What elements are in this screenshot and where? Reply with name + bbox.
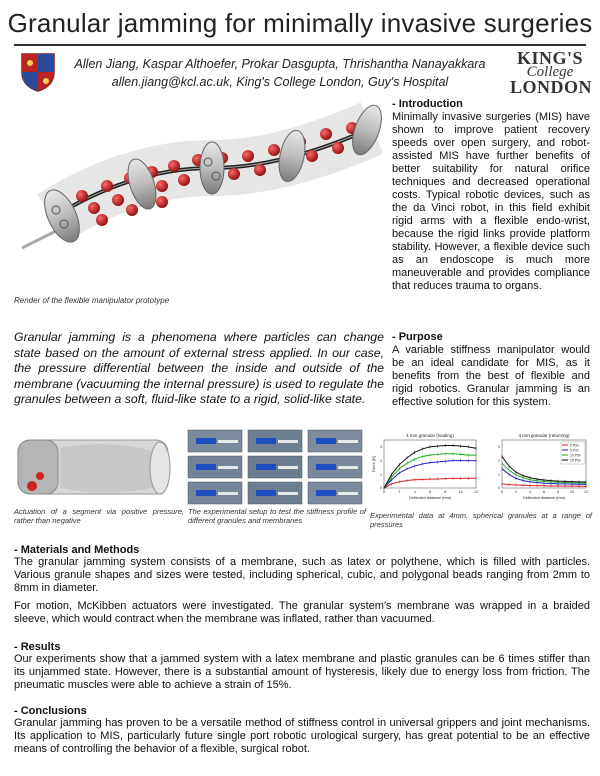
- x-tick-label: 10: [458, 490, 463, 494]
- chart-ylabel: Force (N): [372, 455, 376, 473]
- purpose-heading: - Purpose: [392, 331, 443, 343]
- poster-title: Granular jamming for minimally invasive surgeries: [7, 8, 593, 38]
- x-tick-label: 12: [584, 490, 588, 494]
- chart-title: 4 mm granular (loading): [406, 433, 454, 438]
- materials-paragraph-1: The granular jamming system consists of a membrane, such as latex or polythene, which is filled with particles. Various granule shapes and sizes were tested, including spherical, cubic, and polygonal beads ranging from 2mm to 8mm in diameter.: [14, 556, 590, 594]
- y-tick-label: 3: [380, 445, 382, 450]
- title-divider: [14, 44, 586, 46]
- chart-xlabel: Deflection distance (mm): [409, 496, 451, 500]
- y-tick-label: 1: [380, 472, 382, 477]
- manipulator-render-image: [12, 98, 382, 294]
- x-tick-label: 12: [474, 490, 478, 494]
- y-tick-label: 0: [380, 486, 382, 491]
- legend-label: 5 PSI: [570, 448, 579, 453]
- loading-chart: [372, 433, 478, 500]
- actuation-segment-image: [10, 428, 182, 506]
- affiliation: allen.jiang@kcl.ac.uk, King's College London, Guy's Hospital: [111, 75, 449, 89]
- x-tick-label: 10: [570, 490, 574, 494]
- x-tick-label: 4: [529, 490, 531, 494]
- summary-paragraph: Granular jamming is a phenomena where particles can change state based on the amount of external stress applied. In our case, the pressure differential between the inside and outside of the membrane (vacuuming the internal pressure) is used to regulate the granules between a soft, fluid-like state to a rigid, solid-like state.: [14, 330, 384, 406]
- legend-label: 0 PSI: [570, 443, 579, 448]
- purpose-text: A variable stiffness manipulator would be an ideal candidate for MIS, as it benefits from the best of flexible and rigid robotics. Granular jamming is an effective solution for this system.: [392, 344, 590, 408]
- materials-paragraph-2: For motion, McKibben actuators were investigated. The granular system's membrane was wrapped in a braided sleeve, which would contract when the membrane was inflated, rather than vacuumed.: [14, 600, 590, 625]
- logo-line-3: LONDON: [510, 77, 593, 97]
- x-tick-label: 2: [398, 490, 401, 494]
- materials-heading: - Materials and Methods: [14, 544, 140, 556]
- x-tick-label: 8: [557, 490, 559, 494]
- figure-1-caption: Actuation of a segment via positive pressure, rather than negative: [14, 507, 184, 525]
- figure-2-caption: The experimental setup to test the stiffness profile of different granules and membranes: [188, 507, 366, 525]
- chart-title: 4 mm granular (returning): [518, 433, 570, 438]
- y-tick-label: 2: [498, 458, 500, 463]
- author-list: Allen Jiang, Kaspar Althoefer, Prokar Dasgupta, Thrishantha Nanayakkara: [74, 57, 486, 71]
- legend-label: 15 PSI: [570, 458, 581, 463]
- figure-3-caption: Experimental data at 4mm, spherical granules at a range of pressures: [370, 511, 592, 529]
- y-tick-label: 1: [498, 472, 500, 477]
- hero-caption: Render of the flexible manipulator prototype: [14, 296, 170, 305]
- chart-xlabel: Deflection distance (mm): [523, 496, 565, 500]
- experimental-data-charts: [370, 430, 592, 512]
- author-block: [60, 55, 500, 91]
- x-tick-label: 0: [501, 490, 503, 494]
- y-tick-label: 2: [380, 458, 382, 463]
- returning-chart: [498, 433, 588, 500]
- introduction-text: Minimally invasive surgeries (MIS) have shown to improve patient recovery speeds over open surgery, and robot-assisted MIS have further benefits of better suitability for natural orifice techniques and decreased operational costs. Typical robotic devices, such as the da Vinci robot, in this field exhibit rigid arms with a flexible endo-wrist, because the rigid links provide platform stability. However, a flexible device such as an endoscope is much more maneuverable and provides compliance that reduces trauma to organs.: [392, 111, 590, 292]
- experimental-setup-photos: [186, 428, 366, 506]
- x-tick-label: 6: [543, 490, 545, 494]
- x-tick-label: 8: [444, 490, 447, 494]
- x-tick-label: 0: [383, 490, 385, 494]
- kings-college-logo: [510, 48, 593, 98]
- results-text: Our experiments show that a jammed system with a latex membrane and plastic granules can be 6 times stiffer than its unjammed state. However, there is a substantial amount of hysteresis, likely due to energy loss from friction. The pneumatic muscles were able to achieve a strain of 15%.: [14, 653, 590, 691]
- conclusions-text: Granular jamming has proven to be a versatile method of stiffness control in universal grippers and joint mechanisms. Its application to MIS, particularly future single port robotic urological surgery, has great potential to be an effective means of controlling the behavior of a flexible, surgical robot.: [14, 717, 590, 755]
- legend-label: 10 PSI: [570, 453, 581, 458]
- results-heading: - Results: [14, 641, 61, 653]
- y-tick-label: 0: [498, 486, 500, 491]
- logo-line-2: College: [526, 64, 574, 80]
- conclusions-heading: - Conclusions: [14, 705, 87, 717]
- x-tick-label: 2: [515, 490, 517, 494]
- x-tick-label: 6: [429, 490, 431, 494]
- logo-line-1: KING'S: [516, 48, 584, 68]
- university-crest-icon: [18, 50, 58, 92]
- y-tick-label: 3: [498, 445, 500, 450]
- introduction-heading: - Introduction: [392, 98, 463, 110]
- x-tick-label: 4: [413, 490, 416, 494]
